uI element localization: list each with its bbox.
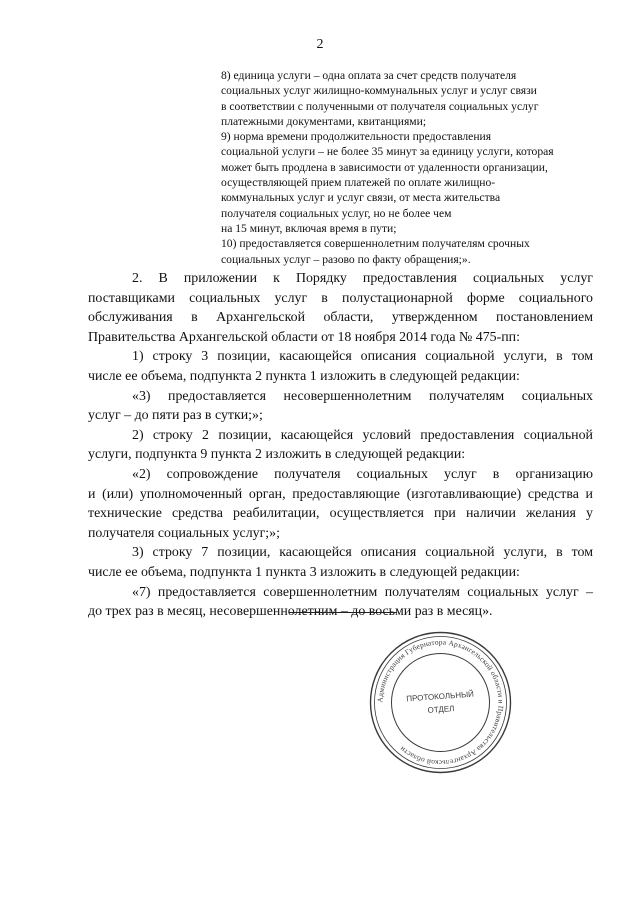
paragraph-body: числе ее объема, подпункта 2 пункта 1 изложить в следующей редакции: xyxy=(88,368,520,384)
page-number: 2 xyxy=(316,37,324,52)
main-text xyxy=(88,269,593,622)
svg-text:Администрация Губернатора Арха xyxy=(375,637,505,767)
table-line: осуществляющей прием платежей по оплате жилищно- xyxy=(221,176,496,190)
stamp-inner-line: ОТДЕЛ xyxy=(427,704,455,715)
paragraph-first-line: 2) строку 2 позиции, касающейся условий предоставления социальной xyxy=(132,427,593,443)
paragraph-body: до трех раз в месяц, несовершеннолетним – до восьми раз в месяц». xyxy=(88,604,493,620)
paragraph-first-line: 3) строку 7 позиции, касающейся описания социальной услуги, в том xyxy=(132,545,593,561)
table-line: получателя социальных услуг, но не более чем xyxy=(221,206,452,220)
paragraph-body: числе ее объема, подпункта 1 пункта 3 изложить в следующей редакции: xyxy=(88,564,520,580)
paragraph-body: услуги, подпункта 9 пункта 2 изложить в следующей редакции: xyxy=(88,447,466,463)
paragraph-first-line: 1) строку 3 позиции, касающейся описания социальной услуги, в том xyxy=(132,349,593,365)
separator-line xyxy=(289,612,397,613)
paragraph-body: и (или) уполномоченный орган, предоставляющие (изготавливающие) средства и технические средства реабилитации, осуществляется при наличии желания у получателя социальных услуг;»; xyxy=(88,486,593,541)
table-line: может быть продлена в зависимости от удаленности организации, xyxy=(221,160,548,174)
paragraph-first-line: «7) предоставляется совершеннолетним получателям социальных услуг – xyxy=(132,584,593,600)
stamp-outer-text: Администрация Губернатора Архангельской области и Правительства Архангельской области xyxy=(375,637,506,768)
paragraph-first-line: «2) сопровождение получателя социальных услуг в организацию xyxy=(132,466,593,482)
stamp-inner-line: ПРОТОКОЛЬНЫЙ xyxy=(405,689,475,704)
table-line: социальной услуги – не более 35 минут за единицу услуги, которая xyxy=(221,145,554,159)
paragraph-first-line: «3) предоставляется несовершеннолетним получателям социальных xyxy=(132,388,593,404)
paragraph-body: услуг – до пяти раз в сутки;»; xyxy=(88,408,263,424)
table-line: социальных услуг – разово по факту обращения;». xyxy=(221,252,471,266)
table-line: 10) предоставляется совершеннолетним получателям срочных xyxy=(221,237,530,251)
paragraph-first-line: 2. В приложении к Порядку предоставления социальных услуг xyxy=(132,271,593,286)
table-line: 8) единица услуги – одна оплата за счет средств получателя xyxy=(221,69,517,82)
table-line: 9) норма времени продолжительности предоставления xyxy=(221,130,492,144)
table-line: платежными документами, квитанциями; xyxy=(221,114,427,128)
table-line: на 15 минут, включая время в пути; xyxy=(221,221,397,235)
paragraph-body: поставщиками социальных услуг в полустационарной форме социального обслуживания в Архангельской области, утвержденном постановлением Правительства Архангельской области от 18 ноября 2014 года № 475-пп: xyxy=(88,290,593,345)
table-line: социальных услуг жилищно-коммунальных услуг и услуг связи xyxy=(221,84,537,98)
table-line: коммунальных услуг и услуг связи, от места жительства xyxy=(221,191,501,205)
table-fragment xyxy=(221,68,593,267)
seal-stamp xyxy=(368,630,513,775)
table-line: в соответствии с полученными от получателя социальных услуг xyxy=(221,99,539,113)
